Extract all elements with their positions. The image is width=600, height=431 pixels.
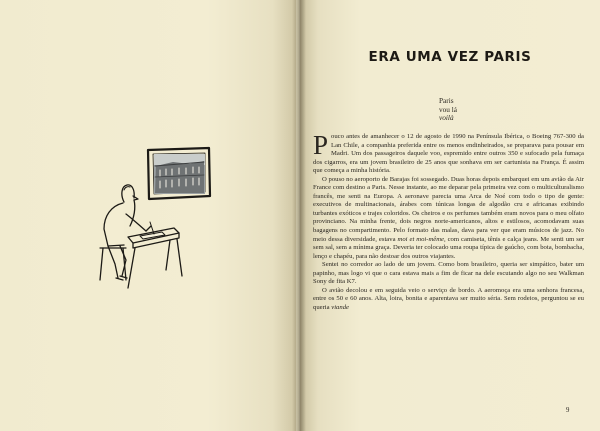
page-number: 9 xyxy=(566,407,570,414)
drop-cap: P xyxy=(313,130,329,160)
paris-picture-frame xyxy=(148,148,210,199)
text-run: Sentei no corredor ao lado de um jovem. Como bom brasileiro, queria ser simpático, bater um papinho, mas logo vi que o cara estava mais a fim de ficar na dele escutando algo no seu Walkman Sony de fita K7. xyxy=(313,261,584,286)
text-run: , com camiseta, tênis e calça jeans. Me senti um ser sem sal, sem a mínima graça. Deveria ter colocado uma roupa típica de gaúcho, com bota, bombacha, lenço e chapéu, para não destoar dos outros viajantes. xyxy=(313,235,584,260)
epigraph-line: voilà xyxy=(439,113,454,123)
epigraph-line: Paris xyxy=(439,96,454,105)
chapter-title: ERA UMA VEZ PARIS xyxy=(368,49,532,65)
text-run: ouco antes de amanhecer o 12 de agosto de 1990 na Península Ibérica, o Boeing 767-300 da Lan Chile, a companhia preferida entre os menos endinheirados, se preparava para pousar em Madri. Um dos passageiros daquele voo, espremido entre outros 350 e sufocado pela fumaça dos cigarros, era um jovem brasileiro de 25 anos que sonhava em ser cartunista na França. É assim que começa a minha história. xyxy=(313,133,584,175)
cartoonist-illustration xyxy=(78,142,213,292)
body-paragraph xyxy=(313,287,584,313)
italic-text: viande xyxy=(331,303,349,311)
body-paragraph xyxy=(313,176,584,261)
cartoonist xyxy=(100,185,154,280)
chapter-body xyxy=(313,130,584,312)
text-run: O pouso no aeroporto de Barajas foi sossegado. Duas horas depois embarquei em um avião da Air France com destino a Paris. Nesse instante, ao me deparar pela primeira vez com o multiculturalismo francês, me senti na Europa. A aeronave parecia uma Arca de Noé com todo o tipo de gente: executivos de multinacionais, árabes com túnicas longas de algodão cru e africanas exibindo turbantes exóticos e trajes coloridos. Os cheiros e os perfumes também eram novos para o meu olfato provinciano. Na minha frente, dois negros norte-americanos, altos e estilosos, acomodavam suas bagagens no compartimento. Pelo formato das malas, dava para ver que eram músicos de jazz. No meio dessa diversidade, estava xyxy=(313,175,584,243)
text-run: O avião decolou e em seguida veio o serviço de bordo. A aeromoça era uma senhora francesa, entre os 50 e 60 anos. Alta, loira, bonita e aparentava ser muito séria. Sem rodeios, perguntou se eu queria xyxy=(313,286,584,311)
epigraph-line: vou lá xyxy=(439,104,458,114)
italic-text: moi et moi-même xyxy=(397,235,444,243)
epigraph xyxy=(439,97,457,123)
body-paragraph xyxy=(313,130,584,176)
body-paragraph xyxy=(313,261,584,287)
